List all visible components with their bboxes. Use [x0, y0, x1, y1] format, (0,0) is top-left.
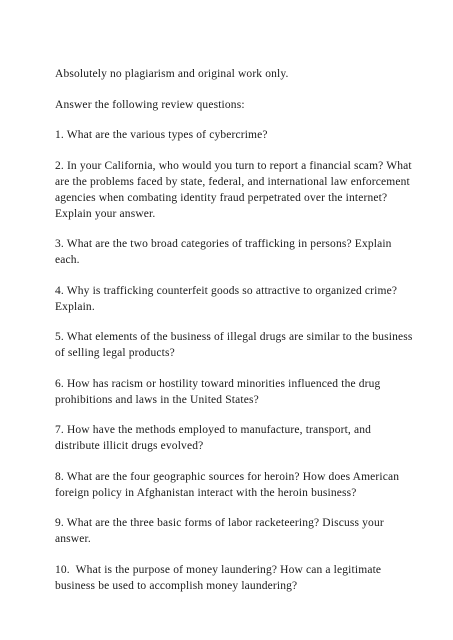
question-1: 1. What are the various types of cybercrime? [55, 129, 268, 141]
question-2: 2. In your California, who would you turn to report a financial scam? What are the problems faced by state, federal, and international law enforcement agencies when combating identity fraud perpetrated over the internet? Explain your answer. [55, 159, 415, 220]
question-4: 4. Why is trafficking counterfeit goods so attractive to organized crime? Explain. [55, 284, 401, 313]
question-7: 7. How have the methods employed to manufacture, transport, and distribute illicit drugs evolved? [55, 424, 375, 452]
question-6: 6. How has racism or hostility toward minorities influenced the drug prohibitions and laws in the United States? [55, 377, 384, 406]
question-5: 5. What elements of the business of illegal drugs are similar to the business of selling legal products? [55, 331, 416, 359]
question-8: 8. What are the four geographic sources for heroin? How does American foreign policy in Afghanistan interact with the heroin business? [55, 470, 403, 499]
intro-text: Absolutely no plagiarism and original work only. [55, 68, 289, 80]
instruction-text: Answer the following review questions: [55, 98, 245, 111]
document-body [55, 66, 415, 608]
question-9: 9. What are the three basic forms of labor racketeering? Discuss your answer. [55, 517, 387, 545]
question-10: 10. What is the purpose of money laundering? How can a legitimate business be used to accomplish money laundering? [55, 563, 385, 592]
question-3: 3. What are the two broad categories of trafficking in persons? Explain each. [55, 238, 395, 266]
